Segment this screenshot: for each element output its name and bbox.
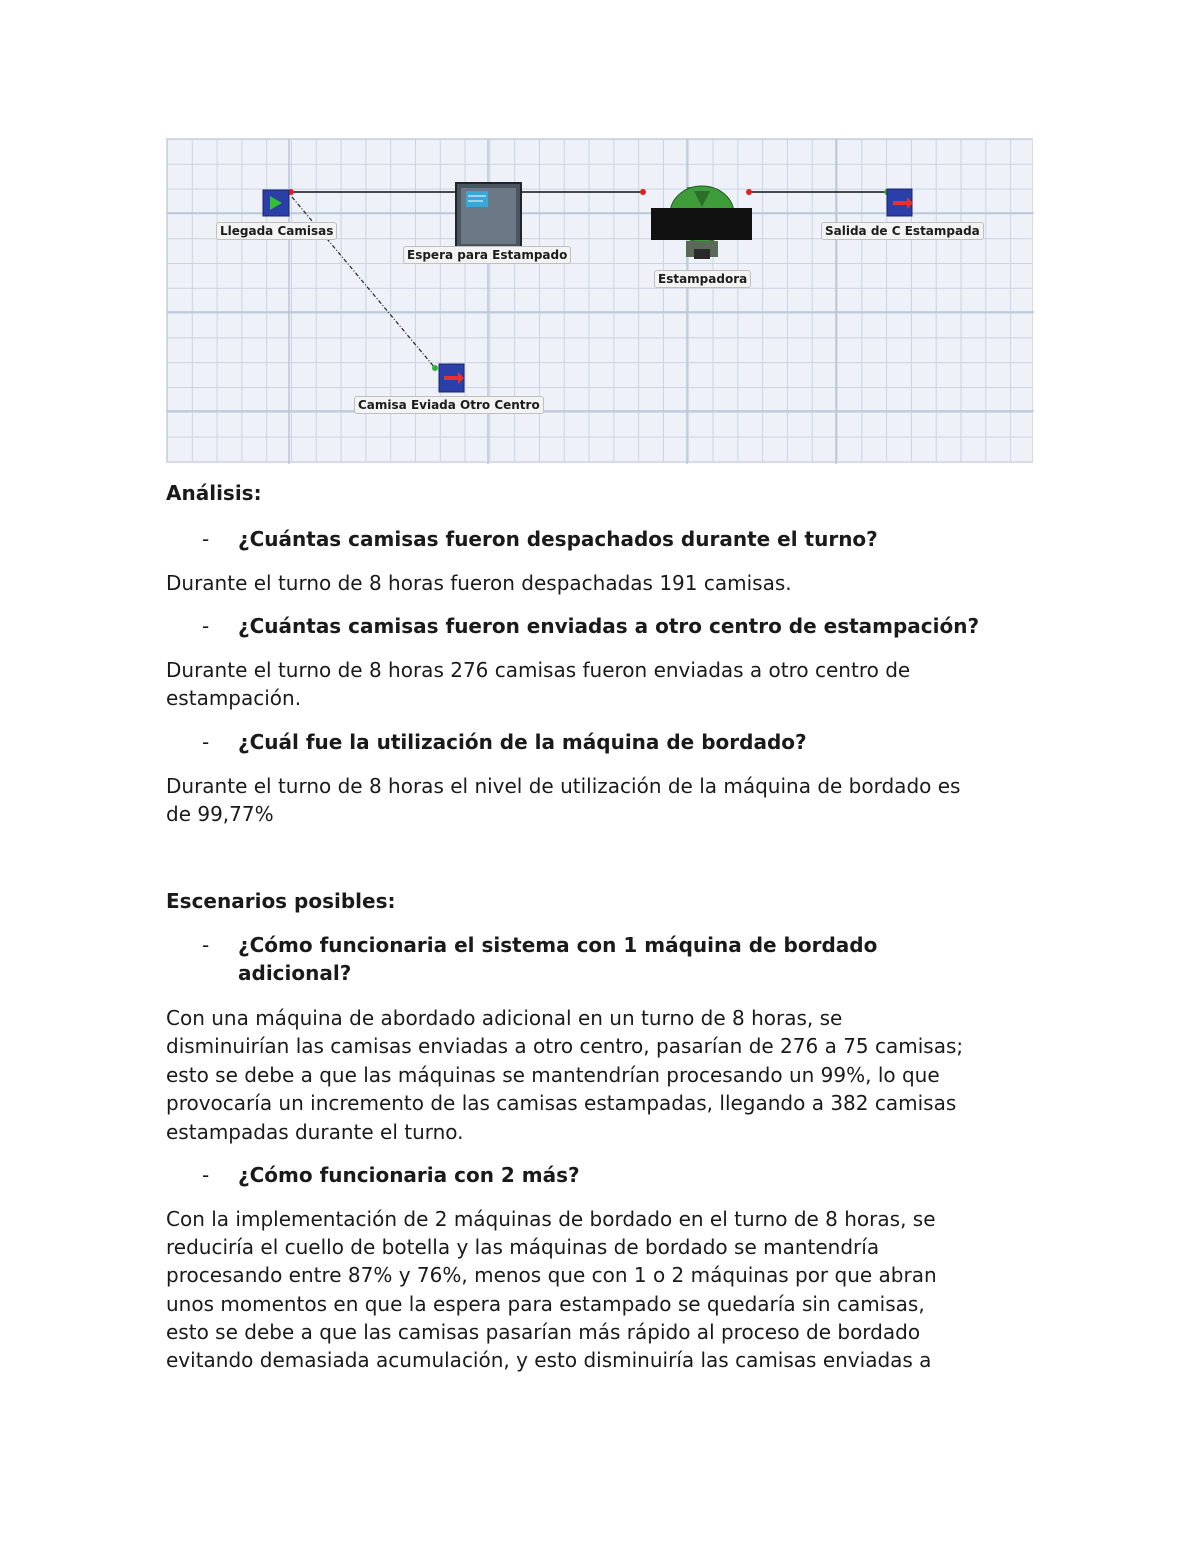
escenarios-answer-1-line-5: estampadas durante el turno.	[166, 1120, 464, 1144]
escenarios-title: Escenarios posibles:	[166, 889, 396, 913]
question-text-line-1: ¿Cómo funcionaria el sistema con 1 máquina de bordado	[238, 933, 878, 957]
port-dot	[746, 189, 752, 195]
bullet-dash: -	[202, 933, 210, 957]
estampadora-label: Estampadora	[654, 270, 751, 288]
question-text: ¿Cuántas camisas fueron despachados durante el turno?	[238, 527, 878, 551]
analisis-answer-3-line-1: Durante el turno de 8 horas el nivel de utilización de la máquina de bordado es	[166, 774, 961, 798]
question-text-line-2: adicional?	[238, 961, 352, 985]
escenarios-answer-2-line-2: reduciría el cuello de botella y las máquinas de bordado se mantendría	[166, 1235, 880, 1259]
espera-label: Espera para Estampado	[403, 246, 571, 264]
major-grid	[167, 139, 1034, 464]
analisis-answer-2-line-2: estampación.	[166, 686, 302, 710]
question-text: ¿Cómo funcionaria con 2 más?	[238, 1163, 580, 1187]
question-text: ¿Cuántas camisas fueron enviadas a otro centro de estampación?	[238, 614, 980, 638]
escenarios-answer-1-line-3: esto se debe a que las máquinas se mantendrían procesando un 99%, lo que	[166, 1063, 940, 1087]
escenarios-answer-2-line-6: evitando demasiada acumulación, y esto disminuiría las camisas enviadas a	[166, 1348, 932, 1372]
escenarios-answer-1-line-2: disminuirían las camisas enviadas a otro centro, pasarían de 276 a 75 camisas;	[166, 1034, 964, 1058]
estampadora-node-icon[interactable]	[651, 186, 752, 259]
process-diagram	[166, 138, 1033, 463]
escenarios-answer-2-line-5: esto se debe a que las camisas pasarían más rápido al proceso de bordado	[166, 1320, 921, 1344]
escenarios-answer-2-line-1: Con la implementación de 2 máquinas de bordado en el turno de 8 horas, se	[166, 1207, 936, 1231]
llegada-label: Llegada Camisas	[216, 222, 337, 240]
salida-label: Salida de C Estampada	[821, 222, 984, 240]
analisis-answer-2-line-1: Durante el turno de 8 horas 276 camisas fueron enviadas a otro centro de	[166, 658, 911, 682]
bullet-dash: -	[202, 730, 210, 754]
escenarios-answer-1-line-4: provocaría un incremento de las camisas estampadas, llegando a 382 camisas	[166, 1091, 957, 1115]
bullet-dash: -	[202, 614, 210, 638]
escenarios-answer-2-line-3: procesando entre 87% y 76%, menos que con 1 o 2 máquinas por que abran	[166, 1263, 937, 1287]
port-dot	[640, 189, 646, 195]
espera-node-icon[interactable]	[456, 183, 521, 249]
analisis-answer-1: Durante el turno de 8 horas fueron despachadas 191 camisas.	[166, 571, 792, 595]
bullet-dash: -	[202, 527, 210, 551]
otro-centro-node-icon[interactable]	[439, 364, 464, 392]
question-text: ¿Cuál fue la utilización de la máquina de bordado?	[238, 730, 807, 754]
salida-node-icon[interactable]	[887, 189, 913, 216]
analisis-answer-3-line-2: de 99,77%	[166, 802, 274, 826]
bullet-dash: -	[202, 1163, 210, 1187]
escenarios-answer-2-line-4: unos momentos en que la espera para estampado se quedaría sin camisas,	[166, 1292, 925, 1316]
otro-centro-label: Camisa Eviada Otro Centro	[354, 396, 544, 414]
port-dot	[432, 365, 438, 371]
analisis-title: Análisis:	[166, 481, 262, 505]
diagram-canvas	[167, 139, 1034, 464]
llegada-node-icon[interactable]	[263, 190, 289, 216]
escenarios-answer-1-line-1: Con una máquina de abordado adicional en un turno de 8 horas, se	[166, 1006, 843, 1030]
